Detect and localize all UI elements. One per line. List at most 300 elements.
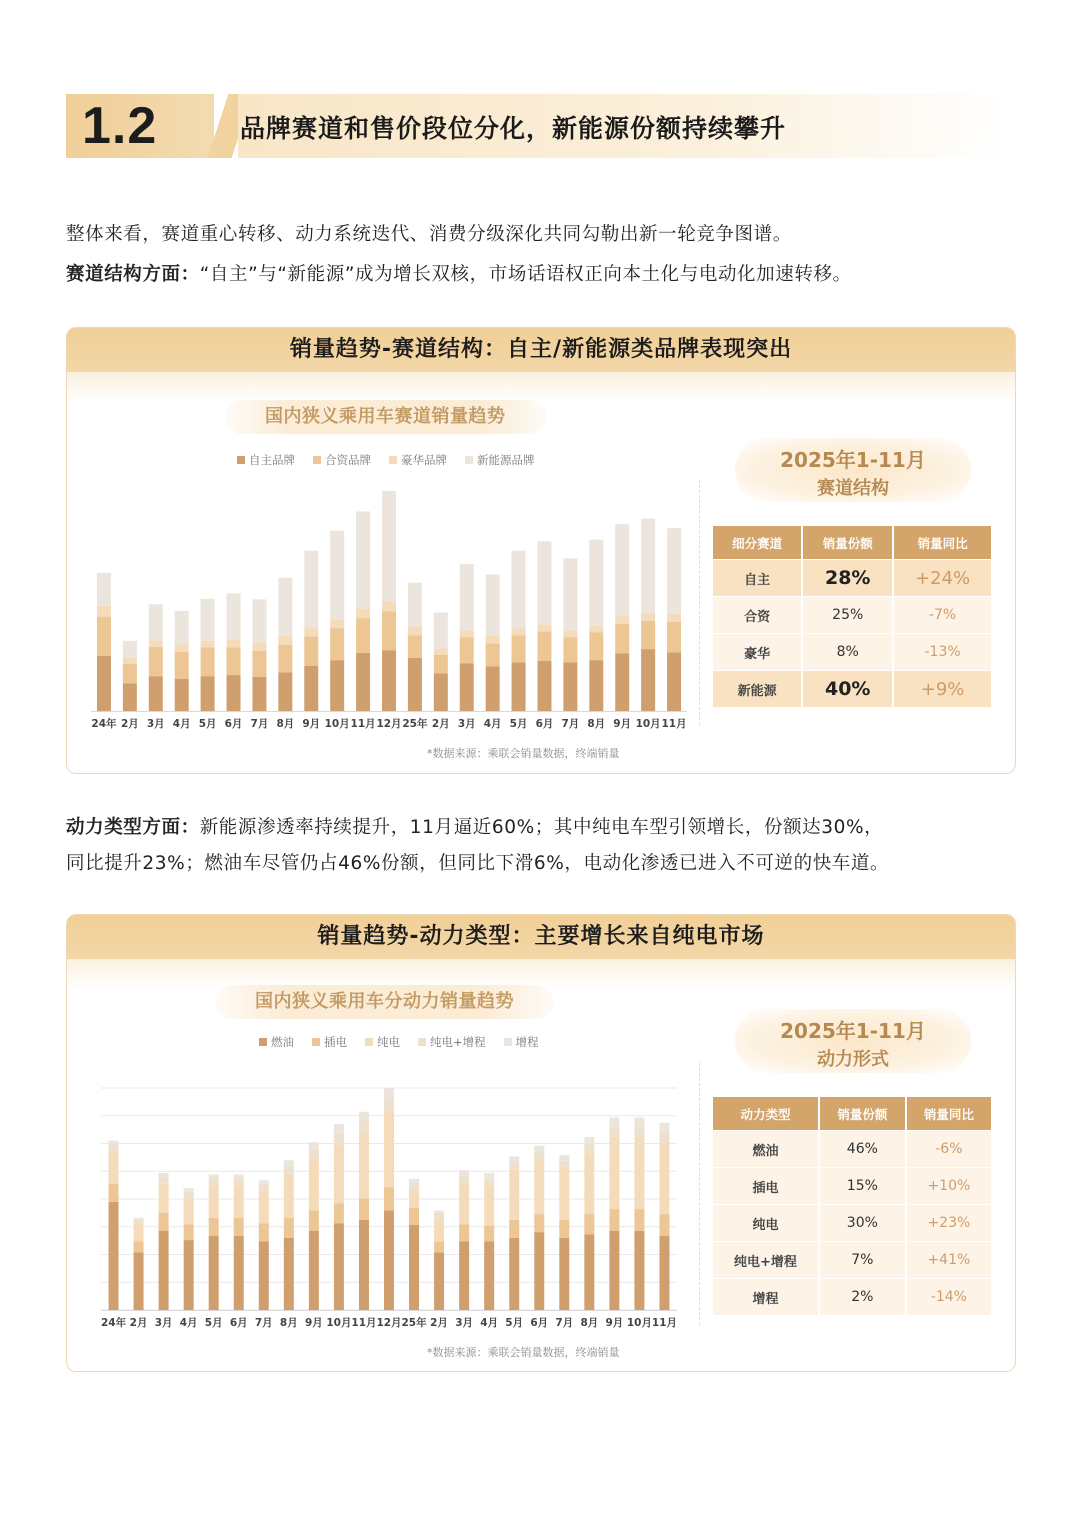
x-tick-label: 8月 xyxy=(587,718,606,730)
table-cell-share: 40% xyxy=(802,671,893,708)
bar-segment xyxy=(234,1218,244,1236)
bar-segment xyxy=(563,637,577,662)
bar-segment xyxy=(334,1124,344,1133)
bar-segment xyxy=(334,1146,344,1204)
panel-2-header: 销量趋势-动力类型：主要增长来自纯电市场 xyxy=(67,915,1015,959)
panel-powertrain xyxy=(66,914,1016,1372)
bar-segment xyxy=(584,1137,594,1144)
bar-segment xyxy=(384,1088,394,1099)
bar-segment xyxy=(563,662,577,711)
table-row xyxy=(713,1168,991,1205)
bar-segment xyxy=(512,635,526,662)
x-tick-label: 2月 xyxy=(431,718,450,730)
bar-segment xyxy=(159,1213,169,1231)
bar-segment xyxy=(284,1160,294,1166)
bar-segment xyxy=(309,1160,319,1210)
bar-segment xyxy=(509,1169,519,1219)
bar-segment xyxy=(109,1151,119,1183)
x-tick-label: 3月 xyxy=(154,1317,173,1329)
x-tick-label: 2月 xyxy=(129,1317,148,1329)
x-tick-label: 4月 xyxy=(172,718,191,730)
table-row xyxy=(713,1279,991,1316)
bar-segment xyxy=(97,573,111,606)
x-tick-label: 9月 xyxy=(605,1317,624,1329)
bar-segment xyxy=(641,613,655,621)
bar-segment xyxy=(184,1199,194,1224)
bar-segment xyxy=(460,637,474,663)
bar-segment xyxy=(634,1231,644,1310)
bar-segment xyxy=(484,1242,494,1310)
section-title: 品牌赛道和售价段位分化，新能源份额持续攀升 xyxy=(240,114,787,143)
x-tick-label: 25年 xyxy=(401,1317,427,1329)
bar-segment xyxy=(667,652,681,711)
x-tick-label: 11月 xyxy=(651,1317,678,1329)
bar-segment xyxy=(509,1220,519,1238)
bar-segment xyxy=(459,1185,469,1225)
legend-label: 豪华品牌 xyxy=(401,453,447,467)
intro-line-2 xyxy=(66,260,852,286)
intro-line-1: 整体来看，赛道重心转移、动力系统迭代、消费分级深化共同勾勒出新一轮竞争图谱。 xyxy=(66,224,792,245)
bar-segment xyxy=(252,599,266,642)
x-tick-label: 12月 xyxy=(376,1317,402,1329)
powertrain-label: 动力类型方面： xyxy=(66,817,200,838)
bar-segment xyxy=(184,1192,194,1199)
bar-segment xyxy=(134,1220,144,1224)
bar-segment xyxy=(304,628,318,636)
legend-item xyxy=(389,453,447,467)
table-cell-share: 46% xyxy=(819,1131,906,1168)
bar-segment xyxy=(641,519,655,613)
bar-segment xyxy=(537,541,551,624)
table-cell-yoy: -7% xyxy=(893,597,991,634)
bar-segment xyxy=(609,1126,619,1137)
legend-label: 纯电+增程 xyxy=(430,1035,486,1049)
bar-segment xyxy=(484,1226,494,1242)
bar-segment xyxy=(284,1166,294,1175)
bar-segment xyxy=(159,1173,169,1177)
bar-segment xyxy=(359,1198,369,1220)
bar-segment xyxy=(252,642,266,650)
bar-segment xyxy=(330,619,344,628)
table-cell-share: 7% xyxy=(819,1242,906,1279)
pill-1-line-1: 2025年1-11月 xyxy=(780,448,926,472)
x-tick-label: 2月 xyxy=(430,1317,448,1329)
bar-segment xyxy=(589,540,603,626)
x-tick-label: 7月 xyxy=(561,718,580,730)
bar-segment xyxy=(175,644,189,652)
legend-label: 新能源品牌 xyxy=(477,453,535,467)
bar-segment xyxy=(284,1218,294,1238)
chart-2-svg xyxy=(87,1045,707,1335)
legend-swatch xyxy=(465,456,473,464)
bar-segment xyxy=(634,1126,644,1137)
bar-segment xyxy=(641,649,655,711)
bar-segment xyxy=(534,1151,544,1160)
bar-segment xyxy=(384,1187,394,1210)
bar-segment xyxy=(409,1208,419,1225)
bar-segment xyxy=(159,1231,169,1310)
x-tick-label: 10月 xyxy=(635,718,661,730)
bar-segment xyxy=(537,624,551,631)
table-cell-yoy: -13% xyxy=(893,634,991,671)
bar-segment xyxy=(659,1236,669,1310)
bar-segment xyxy=(484,1179,494,1186)
x-tick-label: 11月 xyxy=(661,718,687,730)
bar-segment xyxy=(667,528,681,614)
table-cell-yoy: +41% xyxy=(906,1242,991,1279)
bar-segment xyxy=(615,624,629,654)
bar-segment xyxy=(330,660,344,711)
bar-segment xyxy=(559,1161,569,1168)
bar-segment xyxy=(589,660,603,711)
bar-segment xyxy=(278,645,292,673)
bar-segment xyxy=(460,564,474,630)
pill-powertrain xyxy=(735,1009,971,1073)
bar-segment xyxy=(512,662,526,711)
bar-segment xyxy=(584,1214,594,1234)
bar-segment xyxy=(109,1144,119,1151)
bar-segment xyxy=(609,1231,619,1310)
bar-segment xyxy=(384,1112,394,1188)
table-row xyxy=(713,560,991,597)
powertrain-line-1 xyxy=(66,813,883,839)
bar-segment xyxy=(534,1232,544,1310)
table-cell-yoy: +24% xyxy=(893,560,991,597)
bar-segment xyxy=(201,647,215,676)
bar-segment xyxy=(234,1174,244,1178)
table-row xyxy=(713,597,991,634)
intro-line-2-text: “自主”与“新能源”成为增长双核，市场话语权正向本土化与电动化加速转移。 xyxy=(199,264,852,285)
legend-swatch xyxy=(389,456,397,464)
bar-segment xyxy=(284,1238,294,1310)
bar-segment xyxy=(659,1123,669,1132)
bar-segment xyxy=(134,1218,144,1220)
x-tick-label: 10月 xyxy=(324,718,350,730)
bar-segment xyxy=(486,666,500,711)
bar-segment xyxy=(486,644,500,667)
bar-segment xyxy=(227,640,241,648)
bar-segment xyxy=(537,631,551,660)
bar-segment xyxy=(109,1184,119,1202)
bar-segment xyxy=(359,1220,369,1310)
x-tick-label: 7月 xyxy=(555,1317,574,1329)
table-row xyxy=(713,1131,991,1168)
bar-segment xyxy=(175,611,189,644)
bar-segment xyxy=(209,1185,219,1217)
bar-segment xyxy=(259,1242,269,1310)
bar-segment xyxy=(159,1184,169,1213)
table-header-cell: 销量份额 xyxy=(819,1097,906,1131)
table-cell-yoy: +10% xyxy=(906,1168,991,1205)
bar-segment xyxy=(309,1149,319,1160)
bar-segment xyxy=(434,613,448,649)
bar-segment xyxy=(309,1231,319,1310)
table-cell-share: 2% xyxy=(819,1279,906,1316)
bar-segment xyxy=(559,1238,569,1310)
bar-segment xyxy=(134,1242,144,1253)
bar-segment xyxy=(304,636,318,665)
pill-track-structure xyxy=(735,438,971,502)
bar-segment xyxy=(259,1191,269,1223)
x-tick-label: 11月 xyxy=(350,718,376,730)
powertrain-line-2: 同比提升23%；燃油车尽管仍占46%份额，但同比下滑6%，电动化渗透已进入不可逆的快车道。 xyxy=(66,853,890,874)
bar-segment xyxy=(234,1178,244,1185)
bar-segment xyxy=(615,615,629,623)
bar-segment xyxy=(459,1176,469,1185)
x-tick-label: 6月 xyxy=(535,718,554,730)
x-tick-label: 9月 xyxy=(302,718,321,730)
powertrain-text-1: 新能源渗透率持续提升，11月逼近60%；其中纯电车型引领增长，份额达30%， xyxy=(199,817,884,838)
intro-line-2-label: 赛道结构方面： xyxy=(66,264,200,285)
chart-1-source: *数据来源：乘联会销量数据，终端销量 xyxy=(427,747,620,760)
legend-label: 燃油 xyxy=(271,1035,294,1049)
x-tick-label: 5月 xyxy=(204,1317,223,1329)
x-tick-label: 24年 xyxy=(100,1317,127,1329)
bar-segment xyxy=(641,621,655,649)
bar-segment xyxy=(359,1120,369,1133)
bar-segment xyxy=(259,1184,269,1191)
bar-segment xyxy=(356,608,370,618)
track-structure-table xyxy=(713,526,991,707)
table-row xyxy=(713,1242,991,1279)
table-cell-share: 28% xyxy=(802,560,893,597)
bar-segment xyxy=(667,614,681,622)
chart-1-legend xyxy=(237,452,553,468)
bar-segment xyxy=(334,1203,344,1223)
x-tick-label: 3月 xyxy=(146,718,165,730)
bar-segment xyxy=(408,635,422,658)
table-cell-yoy: -14% xyxy=(906,1279,991,1316)
table-cell-name: 纯电+增程 xyxy=(713,1242,819,1279)
bar-segment xyxy=(486,574,500,635)
bar-segment xyxy=(534,1146,544,1152)
bar-segment xyxy=(356,653,370,711)
legend-label: 增程 xyxy=(515,1035,539,1049)
bar-segment xyxy=(634,1118,644,1127)
legend-swatch xyxy=(237,456,245,464)
x-tick-label: 24年 xyxy=(91,718,117,730)
bar-segment xyxy=(109,1202,119,1310)
bar-segment xyxy=(563,558,577,630)
bar-segment xyxy=(278,672,292,711)
bar-segment xyxy=(584,1153,594,1214)
chart-1-svg xyxy=(87,468,707,738)
bar-segment xyxy=(149,640,163,647)
legend-item xyxy=(237,453,295,467)
table-cell-yoy: +9% xyxy=(893,671,991,708)
table-cell-yoy: -6% xyxy=(906,1131,991,1168)
bar-segment xyxy=(382,491,396,602)
panel-track-structure xyxy=(66,327,1016,774)
x-tick-label: 6月 xyxy=(224,718,243,730)
x-tick-label: 3月 xyxy=(455,1317,474,1329)
table-header-cell: 动力类型 xyxy=(713,1097,819,1131)
table-row xyxy=(713,1205,991,1242)
bar-segment xyxy=(209,1174,219,1178)
bar-segment xyxy=(409,1190,419,1208)
x-tick-label: 7月 xyxy=(254,1317,273,1329)
bar-segment xyxy=(409,1182,419,1189)
x-tick-label: 5月 xyxy=(505,1317,524,1329)
table-cell-name: 自主 xyxy=(713,560,802,597)
bar-segment xyxy=(384,1099,394,1112)
bar-segment xyxy=(460,630,474,637)
bar-segment xyxy=(227,647,241,675)
panel-1-header: 销量趋势-赛道结构：自主/新能源类品牌表现突出 xyxy=(67,328,1015,372)
bar-segment xyxy=(484,1186,494,1226)
bar-segment xyxy=(609,1118,619,1127)
bar-segment xyxy=(459,1224,469,1241)
bar-segment xyxy=(97,656,111,711)
bar-segment xyxy=(537,661,551,711)
bar-segment xyxy=(234,1185,244,1217)
bar-segment xyxy=(534,1214,544,1232)
bar-segment xyxy=(659,1142,669,1214)
bar-segment xyxy=(509,1162,519,1169)
x-tick-label: 2月 xyxy=(120,718,139,730)
bar-segment xyxy=(201,641,215,648)
bar-segment xyxy=(382,612,396,651)
bar-segment xyxy=(486,635,500,643)
bar-segment xyxy=(109,1141,119,1145)
chart-2-source: *数据来源：乘联会销量数据，终端销量 xyxy=(427,1346,620,1359)
bar-segment xyxy=(634,1209,644,1231)
bar-segment xyxy=(559,1168,569,1220)
bar-segment xyxy=(408,658,422,711)
bar-segment xyxy=(123,664,137,683)
bar-segment xyxy=(659,1214,669,1236)
bar-segment xyxy=(484,1173,494,1179)
bar-segment xyxy=(615,654,629,711)
bar-segment xyxy=(667,622,681,652)
bar-segment xyxy=(234,1236,244,1310)
bar-segment xyxy=(584,1144,594,1153)
bar-segment xyxy=(175,652,189,679)
x-tick-label: 6月 xyxy=(229,1317,248,1329)
bar-segment xyxy=(512,628,526,635)
bar-segment xyxy=(123,657,137,664)
bar-segment xyxy=(509,1156,519,1162)
bar-segment xyxy=(559,1220,569,1238)
legend-label: 自主品牌 xyxy=(249,453,295,467)
bar-segment xyxy=(634,1137,644,1209)
bar-segment xyxy=(252,677,266,711)
bar-segment xyxy=(409,1179,419,1183)
bar-segment xyxy=(584,1234,594,1310)
table-cell-name: 豪华 xyxy=(713,634,802,671)
bar-segment xyxy=(359,1133,369,1198)
x-tick-label: 8月 xyxy=(580,1317,599,1329)
bar-segment xyxy=(334,1224,344,1310)
x-tick-label: 3月 xyxy=(457,718,476,730)
bar-segment xyxy=(359,1112,369,1121)
bar-segment xyxy=(559,1155,569,1161)
table-cell-name: 增程 xyxy=(713,1279,819,1316)
bar-segment xyxy=(615,524,629,615)
x-tick-label: 4月 xyxy=(480,1317,499,1329)
x-tick-label: 11月 xyxy=(351,1317,377,1329)
bar-segment xyxy=(382,650,396,711)
bar-segment xyxy=(209,1236,219,1310)
pill-2-line-1: 2025年1-11月 xyxy=(780,1019,926,1043)
x-tick-label: 25年 xyxy=(402,718,428,730)
bar-segment xyxy=(309,1211,319,1231)
bar-segment xyxy=(408,627,422,635)
bar-segment xyxy=(134,1252,144,1310)
bar-segment xyxy=(356,511,370,608)
bar-segment xyxy=(259,1180,269,1184)
x-tick-label: 10月 xyxy=(626,1317,652,1329)
bar-segment xyxy=(382,602,396,612)
chart-1-title: 国内狭义乘用车赛道销量趋势 xyxy=(225,400,546,434)
table-cell-share: 15% xyxy=(819,1168,906,1205)
legend-item xyxy=(313,453,371,467)
bar-segment xyxy=(97,617,111,656)
bar-segment xyxy=(330,531,344,619)
bar-segment xyxy=(434,649,448,655)
legend-label: 插电 xyxy=(324,1035,347,1049)
bar-segment xyxy=(184,1188,194,1192)
x-tick-label: 4月 xyxy=(483,718,502,730)
table-cell-name: 纯电 xyxy=(713,1205,819,1242)
bar-segment xyxy=(284,1174,294,1217)
bar-segment xyxy=(334,1133,344,1146)
bar-segment xyxy=(434,1252,444,1310)
table-cell-name: 燃油 xyxy=(713,1131,819,1168)
x-tick-label: 10月 xyxy=(326,1317,352,1329)
table-cell-name: 合资 xyxy=(713,597,802,634)
bar-segment xyxy=(123,641,137,658)
table-header-cell: 细分赛道 xyxy=(713,526,802,560)
bar-segment xyxy=(159,1177,169,1184)
x-tick-label: 8月 xyxy=(279,1317,298,1329)
legend-swatch xyxy=(313,456,321,464)
bar-segment xyxy=(434,1218,444,1241)
bar-segment xyxy=(434,655,448,674)
bar-segment xyxy=(97,606,111,617)
pill-1-line-2: 赛道结构 xyxy=(817,478,889,499)
bar-segment xyxy=(278,636,292,645)
x-tick-label: 5月 xyxy=(198,718,217,730)
bar-segment xyxy=(534,1160,544,1214)
x-tick-label: 7月 xyxy=(250,718,269,730)
x-tick-label: 9月 xyxy=(304,1317,323,1329)
bar-segment xyxy=(149,676,163,711)
bar-segment xyxy=(459,1242,469,1310)
x-tick-label: 9月 xyxy=(613,718,632,730)
table-cell-share: 8% xyxy=(802,634,893,671)
table-header-cell: 销量同比 xyxy=(893,526,991,560)
bar-segment xyxy=(609,1137,619,1209)
table-cell-yoy: +23% xyxy=(906,1205,991,1242)
bar-segment xyxy=(460,663,474,711)
bar-segment xyxy=(589,633,603,661)
pill-2-line-2: 动力形式 xyxy=(817,1049,889,1070)
chart-2-title: 国内狭义乘用车分动力销量趋势 xyxy=(215,985,554,1019)
table-cell-name: 插电 xyxy=(713,1168,819,1205)
bar-segment xyxy=(123,683,137,711)
bar-segment xyxy=(201,599,215,641)
bar-segment xyxy=(209,1218,219,1236)
bar-segment xyxy=(384,1211,394,1310)
bar-segment xyxy=(227,593,241,639)
table-header-cell: 销量份额 xyxy=(802,526,893,560)
x-tick-label: 5月 xyxy=(509,718,528,730)
legend-item xyxy=(465,453,535,467)
bar-segment xyxy=(149,604,163,640)
bar-segment xyxy=(134,1224,144,1242)
bar-segment xyxy=(609,1209,619,1231)
